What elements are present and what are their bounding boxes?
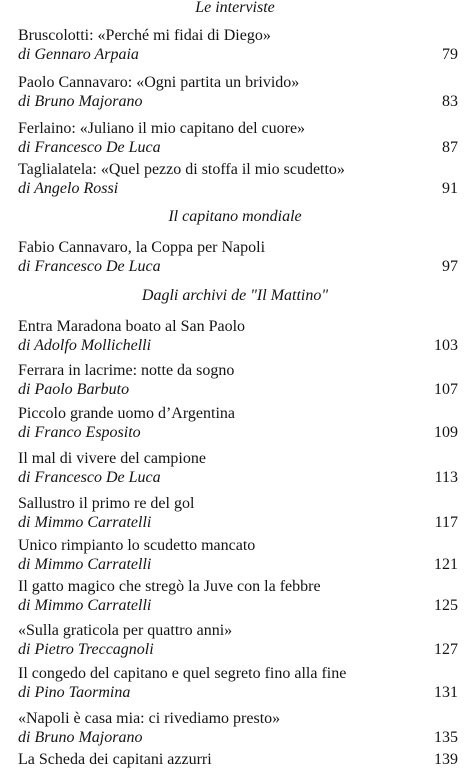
entry-page-number: 103 xyxy=(434,337,458,354)
entry-page-number: 83 xyxy=(442,93,458,110)
section-title: Il capitano mondiale xyxy=(168,208,302,225)
entry-title: Il gatto magico che stregò la Juve con la febbre xyxy=(18,578,321,595)
entry-title: Bruscolotti: «Perché mi fidai di Diego» xyxy=(18,27,271,44)
entry-title: Il mal di vivere del campione xyxy=(18,450,206,467)
toc-entry xyxy=(18,750,458,769)
toc-entry xyxy=(18,664,458,702)
entry-title: Entra Maradona boato al San Paolo xyxy=(18,318,246,335)
toc-entry xyxy=(18,73,458,111)
toc-entry xyxy=(18,577,458,615)
section-title: Dagli archivi de "Il Mattino" xyxy=(141,287,329,304)
entry-page-number: 109 xyxy=(434,424,458,441)
entry-title: Sallustro il primo re del gol xyxy=(18,495,195,512)
toc-entry xyxy=(18,536,458,574)
toc-entry xyxy=(18,160,458,198)
entry-page-number: 131 xyxy=(434,684,458,701)
toc-entry xyxy=(18,317,458,355)
entry-author: di Franco Esposito xyxy=(18,424,141,441)
entry-title: Ferrara in lacrime: notte da sogno xyxy=(18,362,235,379)
entry-page-number: 113 xyxy=(434,469,458,486)
entry-author: di Gennaro Arpaia xyxy=(18,46,139,63)
toc-entry xyxy=(18,709,458,747)
entry-title: Unico rimpianto lo scudetto mancato xyxy=(18,537,256,554)
entry-page-number: 127 xyxy=(434,641,458,658)
entry-title: Il congedo del capitano e quel segreto fino alla fine xyxy=(18,665,347,682)
entry-title: Paolo Cannavaro: «Ogni partita un brivido» xyxy=(18,74,300,91)
toc-entry xyxy=(18,404,458,442)
entry-author: di Mimmo Carratelli xyxy=(18,514,152,531)
entry-page-number: 121 xyxy=(434,556,458,573)
toc-entry xyxy=(18,238,458,276)
entry-author: di Pietro Treccagnoli xyxy=(18,641,154,658)
toc-entry xyxy=(18,449,458,487)
entry-author: di Mimmo Carratelli xyxy=(18,556,152,573)
entry-author: di Francesco De Luca xyxy=(18,469,161,486)
entry-title: Piccolo grande uomo d’Argentina xyxy=(18,405,235,422)
entry-author: di Adolfo Mollichelli xyxy=(18,337,152,354)
toc-entry xyxy=(18,361,458,399)
entry-page-number: 79 xyxy=(442,46,458,63)
toc-entry xyxy=(18,26,458,64)
toc-entry xyxy=(18,621,458,659)
entry-page-number: 135 xyxy=(434,729,458,746)
entry-page-number: 87 xyxy=(442,139,458,156)
entry-author: di Bruno Majorano xyxy=(18,729,143,746)
entry-page-number: 91 xyxy=(442,180,458,197)
entry-page-number: 97 xyxy=(442,258,458,275)
entry-page-number: 107 xyxy=(434,381,458,398)
section-title: Le interviste xyxy=(195,0,275,16)
entry-author: di Paolo Barbuto xyxy=(18,381,130,398)
entry-author: di Francesco De Luca xyxy=(18,258,161,275)
entry-title: «Sulla graticola per quattro anni» xyxy=(18,622,233,639)
toc-entry xyxy=(18,119,458,157)
entry-author: di Francesco De Luca xyxy=(18,139,161,156)
entry-author: di Angelo Rossi xyxy=(18,180,119,197)
entry-title: «Napoli è casa mia: ci rivediamo presto» xyxy=(18,710,281,727)
entry-title: La Scheda dei capitani azzurri xyxy=(18,751,212,768)
entry-author: di Mimmo Carratelli xyxy=(18,597,152,614)
entry-author: di Pino Taormina xyxy=(18,684,131,701)
entry-page-number: 125 xyxy=(434,597,458,614)
entry-title: Taglialatela: «Quel pezzo di stoffa il mio scudetto» xyxy=(18,161,345,178)
entry-author: di Bruno Majorano xyxy=(18,93,143,110)
entry-title: Ferlaino: «Juliano il mio capitano del cuore» xyxy=(18,120,306,137)
entry-page-number: 139 xyxy=(434,751,458,768)
entry-title: Fabio Cannavaro, la Coppa per Napoli xyxy=(18,239,266,256)
entry-page-number: 117 xyxy=(434,514,458,531)
toc-entry xyxy=(18,494,458,532)
